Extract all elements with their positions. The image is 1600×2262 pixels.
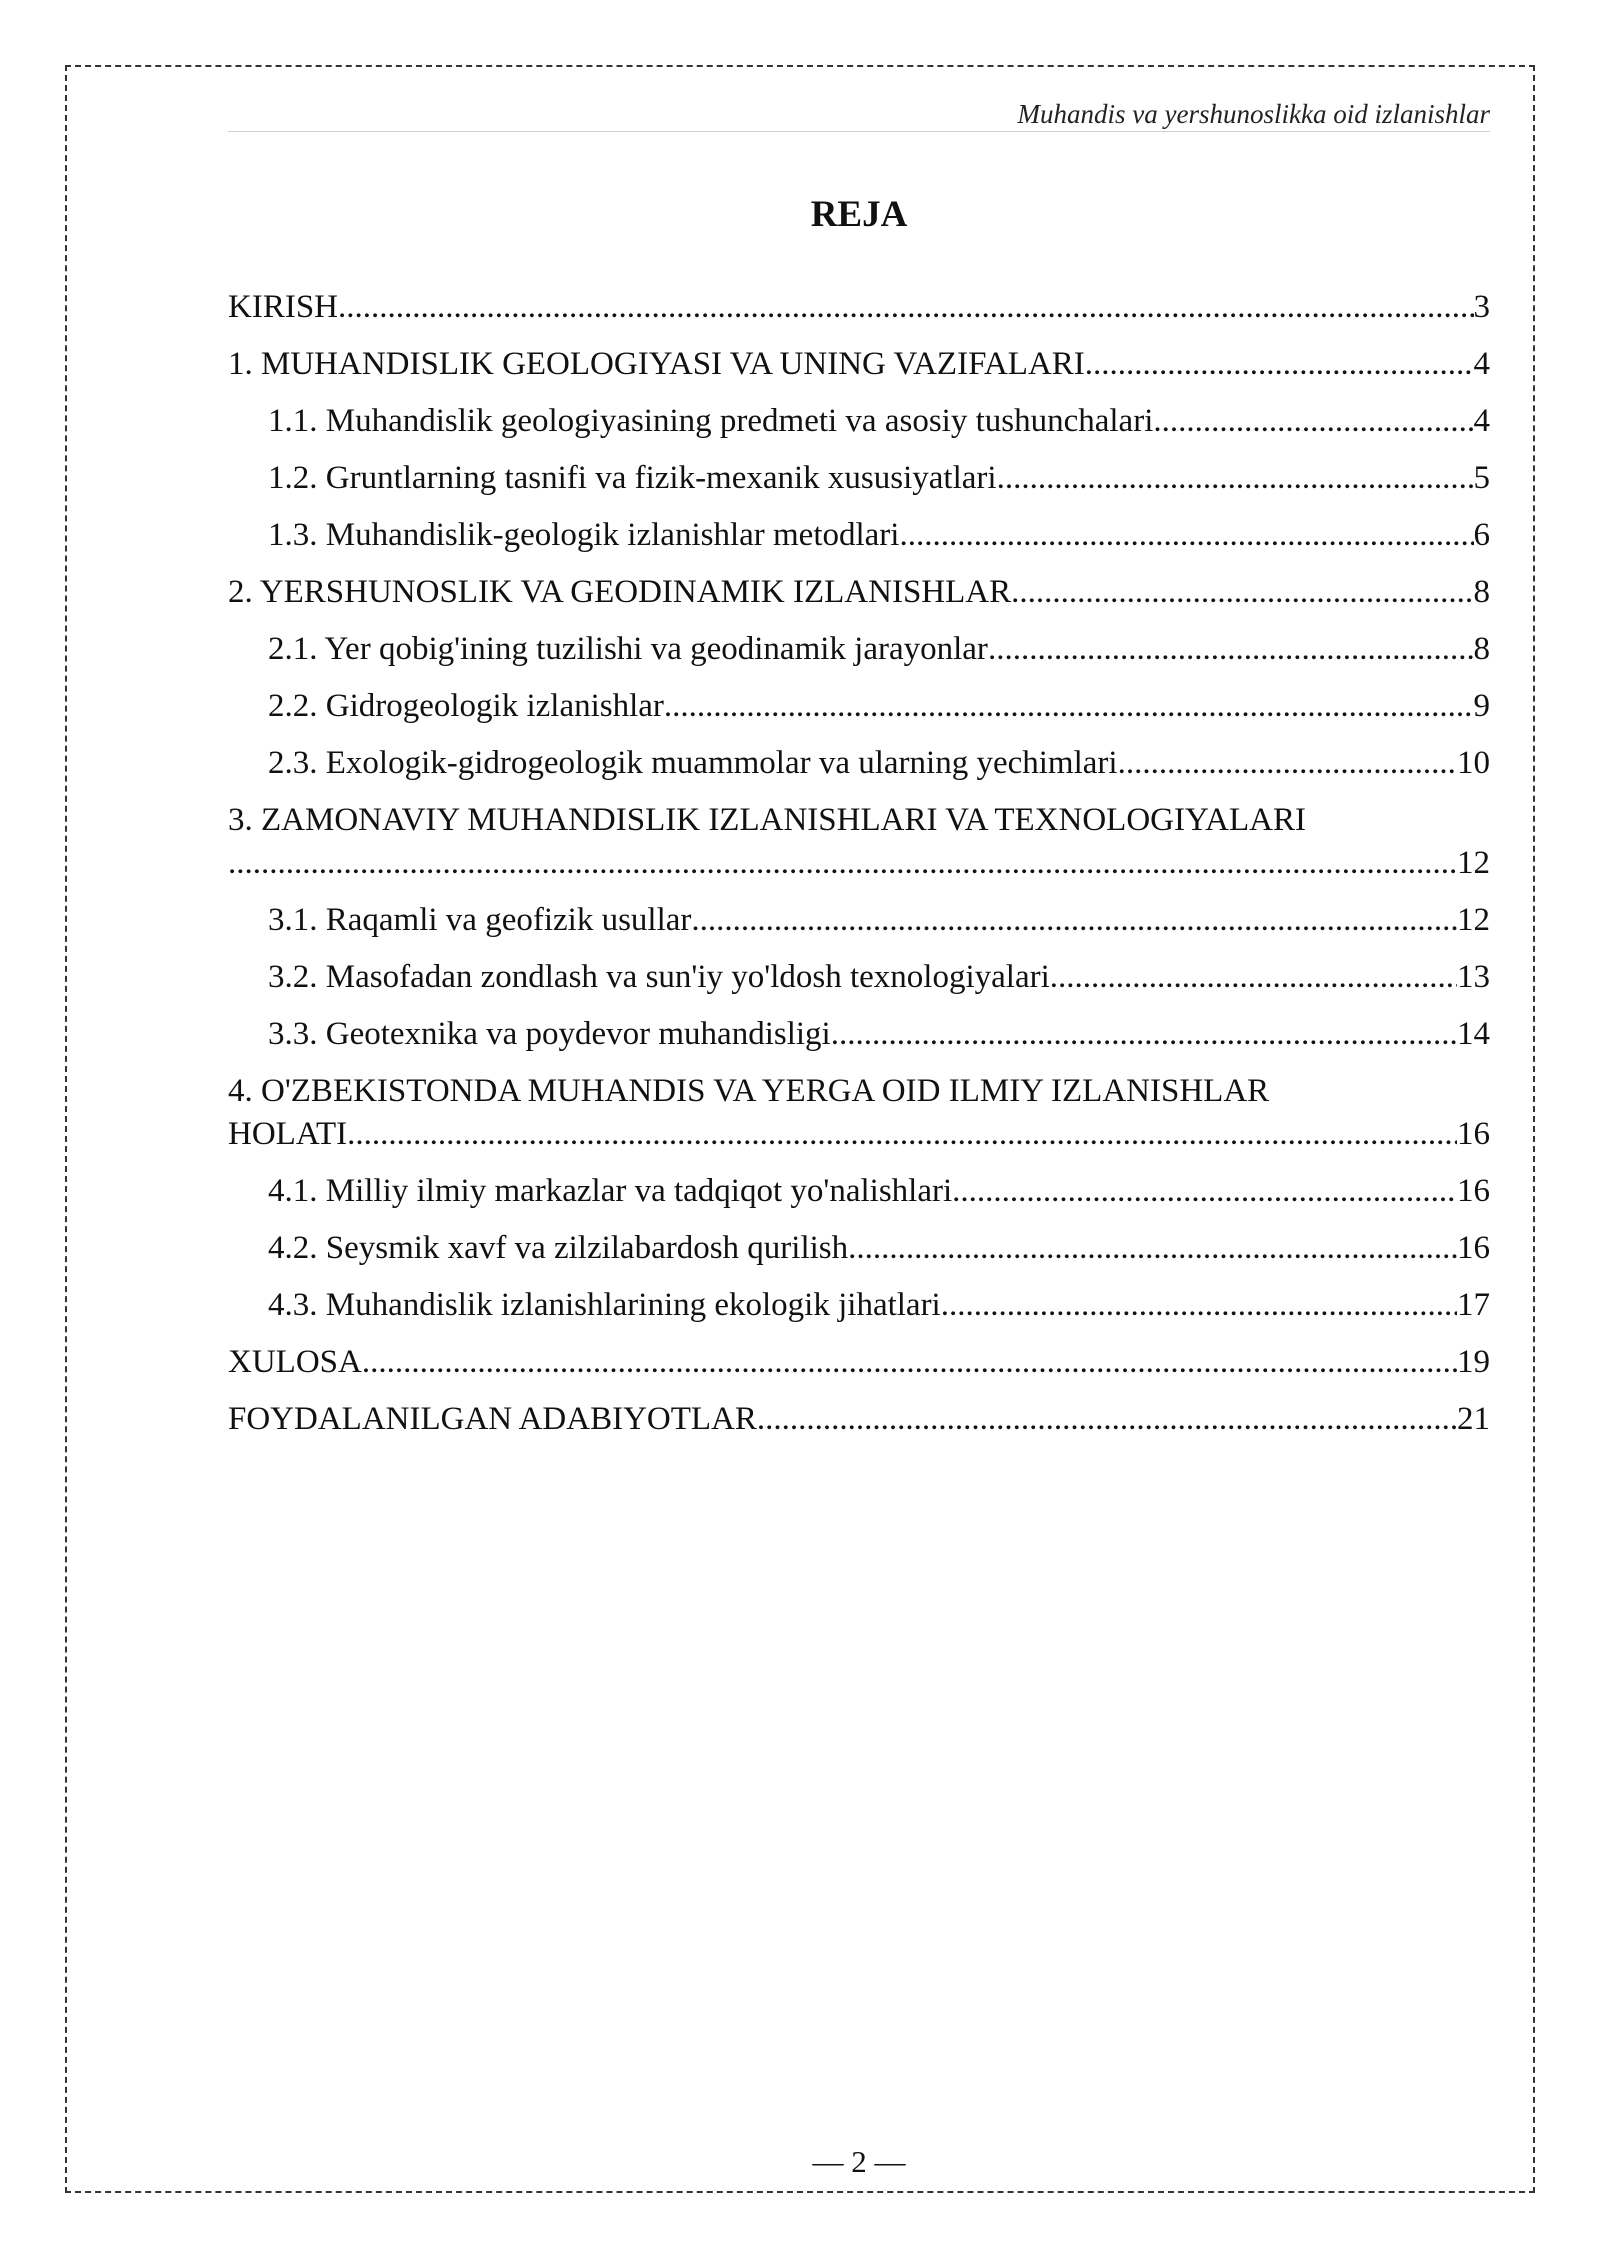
- toc-entry-page: 4: [1473, 346, 1490, 382]
- toc-leader-dots: [1118, 742, 1457, 785]
- toc-subentry[interactable]: [228, 685, 1490, 742]
- toc-leader-dots: [228, 842, 1457, 885]
- toc-entry-page: 13: [1457, 959, 1490, 995]
- toc-entry-page: 17: [1457, 1287, 1490, 1323]
- header-divider: [228, 131, 1490, 132]
- toc-leader-dots: [831, 1013, 1457, 1056]
- toc-entry-title: 1. MUHANDISLIK GEOLOGIYASI VA UNING VAZIFALARI: [228, 346, 1085, 382]
- toc-entry-page: 10: [1457, 745, 1490, 781]
- toc-leader-dots: [757, 1398, 1457, 1441]
- toc-entry-page: 16: [1457, 1173, 1490, 1209]
- toc-entry[interactable]: [228, 571, 1490, 628]
- toc-entry-page: 8: [1473, 574, 1490, 610]
- toc-entry-page: 9: [1473, 688, 1490, 724]
- toc-entry[interactable]: [228, 343, 1490, 400]
- toc-leader-dots: [1153, 400, 1473, 443]
- page-number: — 2 —: [812, 2144, 906, 2179]
- toc-entry[interactable]: [228, 1070, 1490, 1170]
- toc-entry-title: 2. YERSHUNOSLIK VA GEODINAMIK IZLANISHLAR: [228, 574, 1012, 610]
- toc-leader-dots: [952, 1170, 1457, 1213]
- toc-subentry[interactable]: [228, 400, 1490, 457]
- toc-leader-dots: [1085, 343, 1474, 386]
- toc-entry-title: 4.1. Milliy ilmiy markazlar va tadqiqot yo'nalishlari: [268, 1173, 953, 1209]
- toc-entry-page: 3: [1473, 289, 1490, 325]
- toc-entry-title: 4.3. Muhandislik izlanishlarining ekologik jihatlari: [268, 1287, 941, 1323]
- toc-subentry[interactable]: [228, 1013, 1490, 1070]
- toc-entry-title: 4.2. Seysmik xavf va zilzilabardosh qurilish: [268, 1230, 849, 1266]
- toc-entry-title: 1.1. Muhandislik geologiyasining predmeti va asosiy tushunchalari: [268, 403, 1154, 439]
- toc-subentry[interactable]: [228, 742, 1490, 799]
- toc-entry-title: 3. ZAMONAVIY MUHANDISLIK IZLANISHLARI VA TEXNOLOGIYALARI: [228, 802, 1306, 838]
- toc-entry-page: 12: [1457, 902, 1490, 938]
- toc-entry-title: 2.2. Gidrogeologik izlanishlar: [268, 688, 664, 724]
- toc-leader-dots: [997, 457, 1474, 500]
- toc-subentry[interactable]: [228, 1227, 1490, 1284]
- toc-entry-title-continued: HOLATI: [228, 1116, 348, 1152]
- toc-entry-title: XULOSA: [228, 1344, 362, 1380]
- toc-entry[interactable]: [228, 799, 1490, 899]
- toc-leader-dots: [347, 1113, 1457, 1156]
- toc-entry-title: 3.3. Geotexnika va poydevor muhandisligi: [268, 1016, 831, 1052]
- toc-entry-title: FOYDALANILGAN ADABIYOTLAR: [228, 1401, 757, 1437]
- toc-entry-title: 2.3. Exologik-gidrogeologik muammolar va ularning yechimlari: [268, 745, 1118, 781]
- toc-leader-dots: [664, 685, 1474, 728]
- toc-subentry[interactable]: [228, 457, 1490, 514]
- running-header: Muhandis va yershunoslikka oid izlanishlar: [1017, 99, 1490, 129]
- toc-entry-page: 21: [1457, 1401, 1490, 1437]
- toc-leader-dots: [848, 1227, 1457, 1270]
- toc-leader-dots: [988, 628, 1474, 671]
- toc-entry[interactable]: [228, 1341, 1490, 1398]
- toc-entry-page: 12: [1457, 845, 1490, 881]
- toc-leader-dots: [1011, 571, 1473, 614]
- toc-entry[interactable]: [228, 286, 1490, 343]
- toc-subentry[interactable]: [228, 1284, 1490, 1341]
- toc-leader-dots: [941, 1284, 1457, 1327]
- toc-entry-title: 1.2. Gruntlarning tasnifi va fizik-mexanik xususiyatlari: [268, 460, 997, 496]
- toc-leader-dots: [362, 1341, 1457, 1384]
- toc-entry-page: 16: [1457, 1116, 1490, 1152]
- toc-leader-dots: [691, 899, 1457, 942]
- toc-leader-dots: [899, 514, 1473, 557]
- toc-entry-page: 5: [1473, 460, 1490, 496]
- toc-entry-title: 3.2. Masofadan zondlash va sun'iy yo'ldosh texnologiyalari: [268, 959, 1050, 995]
- toc-subentry[interactable]: [228, 899, 1490, 956]
- toc-entry-page: 14: [1457, 1016, 1490, 1052]
- toc-entry-title: KIRISH: [228, 289, 339, 325]
- toc-entry-title: 2.1. Yer qobig'ining tuzilishi va geodinamik jarayonlar: [268, 631, 988, 667]
- toc-entry[interactable]: [228, 1398, 1490, 1455]
- toc-subentry[interactable]: [228, 1170, 1490, 1227]
- toc-entry-title: 1.3. Muhandislik-geologik izlanishlar metodlari: [268, 517, 900, 553]
- toc-entry-page: 19: [1457, 1344, 1490, 1380]
- toc-entry-page: 6: [1473, 517, 1490, 553]
- toc-subentry[interactable]: [228, 628, 1490, 685]
- toc-entry-title: 4. O'ZBEKISTONDA MUHANDIS VA YERGA OID ILMIY IZLANISHLAR: [228, 1073, 1270, 1109]
- toc-entry-page: 8: [1473, 631, 1490, 667]
- page-title: REJA: [810, 194, 908, 235]
- toc-leader-dots: [1050, 956, 1457, 999]
- toc-leader-dots: [338, 286, 1473, 329]
- toc-subentry[interactable]: [228, 956, 1490, 1013]
- toc-entry-title: 3.1. Raqamli va geofizik usullar: [268, 902, 692, 938]
- toc-entry-page: 16: [1457, 1230, 1490, 1266]
- toc-entry-page: 4: [1473, 403, 1490, 439]
- table-of-contents: [228, 286, 1490, 1455]
- toc-subentry[interactable]: [228, 514, 1490, 571]
